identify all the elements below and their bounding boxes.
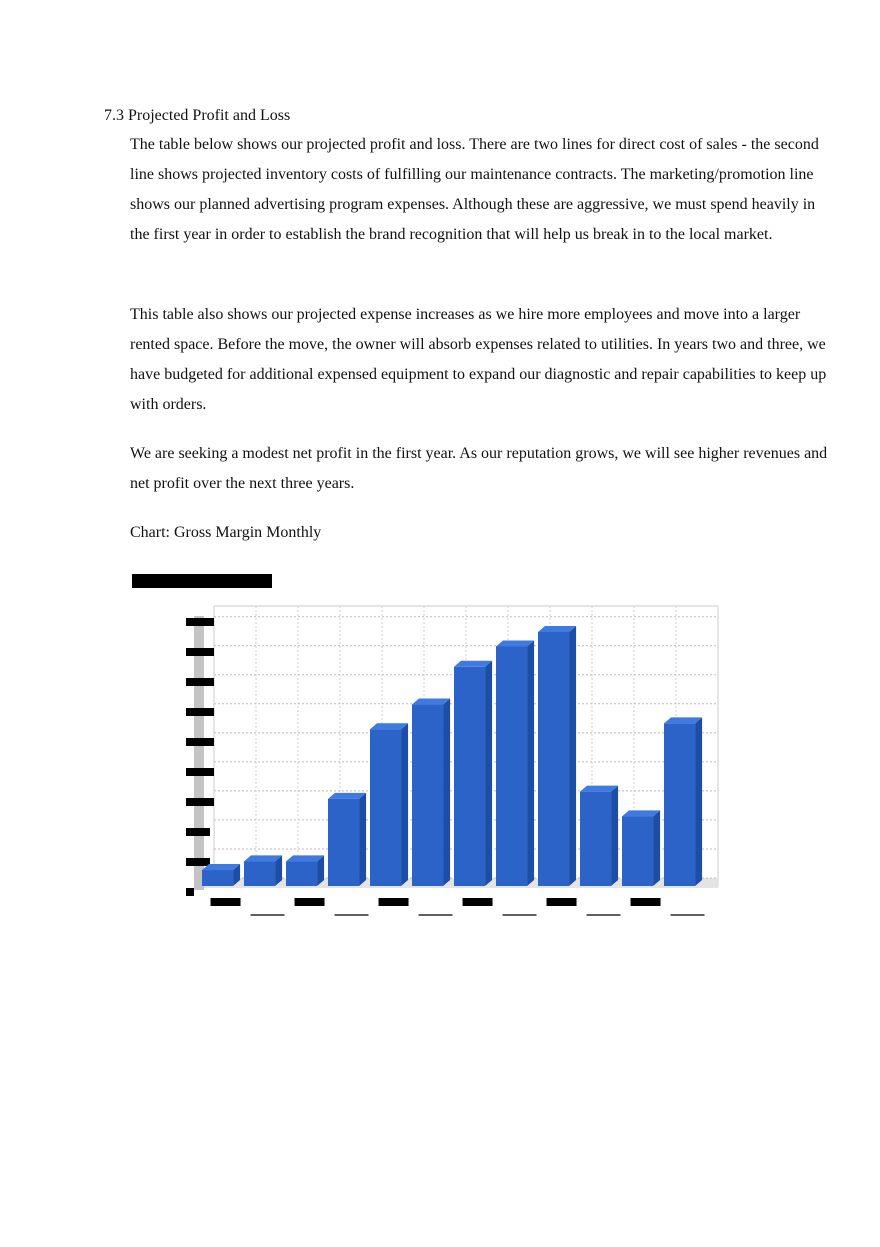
bar-6 <box>412 705 443 886</box>
bar-4 <box>328 799 359 886</box>
y-tick-label-redacted <box>186 858 210 866</box>
bar-side <box>401 723 408 886</box>
bar-7 <box>454 667 485 886</box>
bar-side <box>569 626 576 886</box>
x-tick-label-redacted <box>463 898 493 906</box>
y-tick-label-redacted <box>186 708 214 716</box>
bar-5 <box>370 729 401 886</box>
x-tick-label-redacted <box>631 898 661 906</box>
bar-10 <box>580 792 611 886</box>
bar-side <box>653 810 660 886</box>
y-tick-label-redacted <box>186 888 194 896</box>
bar-3 <box>286 861 317 886</box>
x-tick-label-redacted <box>379 898 409 906</box>
bar-side <box>527 640 534 886</box>
bar-2 <box>244 861 275 886</box>
y-tick-label-redacted <box>186 798 214 806</box>
bar-side <box>611 786 618 886</box>
gross-margin-chart <box>128 568 728 923</box>
y-tick-label-redacted <box>186 618 214 626</box>
y-tick-label-redacted <box>186 678 214 686</box>
x-tick-label-redacted <box>295 898 325 906</box>
section-heading: 7.3 Projected Profit and Loss <box>104 107 291 124</box>
chart-title-redacted <box>132 574 272 588</box>
paragraph-net-profit: We are seeking a modest net profit in the first year. As our reputation grows, we will see higher revenues and net profit over the next three years. <box>130 445 828 492</box>
chart-caption: Chart: Gross Margin Monthly <box>130 524 322 541</box>
bar-8 <box>496 646 527 886</box>
bar-side <box>485 661 492 886</box>
plot-side-wall <box>194 616 204 890</box>
bar-side <box>359 793 366 886</box>
y-tick-label-redacted <box>186 738 214 746</box>
y-tick-label-redacted <box>186 768 214 776</box>
paragraph-profit-loss: The table below shows our projected profit and loss. There are two lines for direct cost of sales - the second line shows projected inventory costs of fulfilling our maintenance contracts. The marketing/promotion line shows our planned advertising program expenses. Although these are aggressive, we must spend heavily in the first year in order to establish the brand recognition that will help us break in to the local market. <box>130 136 819 243</box>
x-tick-label-redacted <box>547 898 577 906</box>
bar-side <box>695 717 702 886</box>
bar-9 <box>538 632 569 886</box>
paragraph-expenses: This table also shows our projected expense increases as we hire more employees and move into a larger rented space. Before the move, the owner will absorb expenses related to utilities. In years two and three, we have budgeted for additional expensed equipment to expand our diagnostic and repair capabilities to keep up with orders. <box>130 306 827 413</box>
bar-1 <box>202 870 233 886</box>
bar-12 <box>664 723 695 886</box>
y-tick-label-redacted <box>186 828 210 836</box>
x-tick-label-redacted <box>211 898 241 906</box>
y-tick-label-redacted <box>186 648 214 656</box>
bar-side <box>443 699 450 886</box>
bar-11 <box>622 816 653 886</box>
